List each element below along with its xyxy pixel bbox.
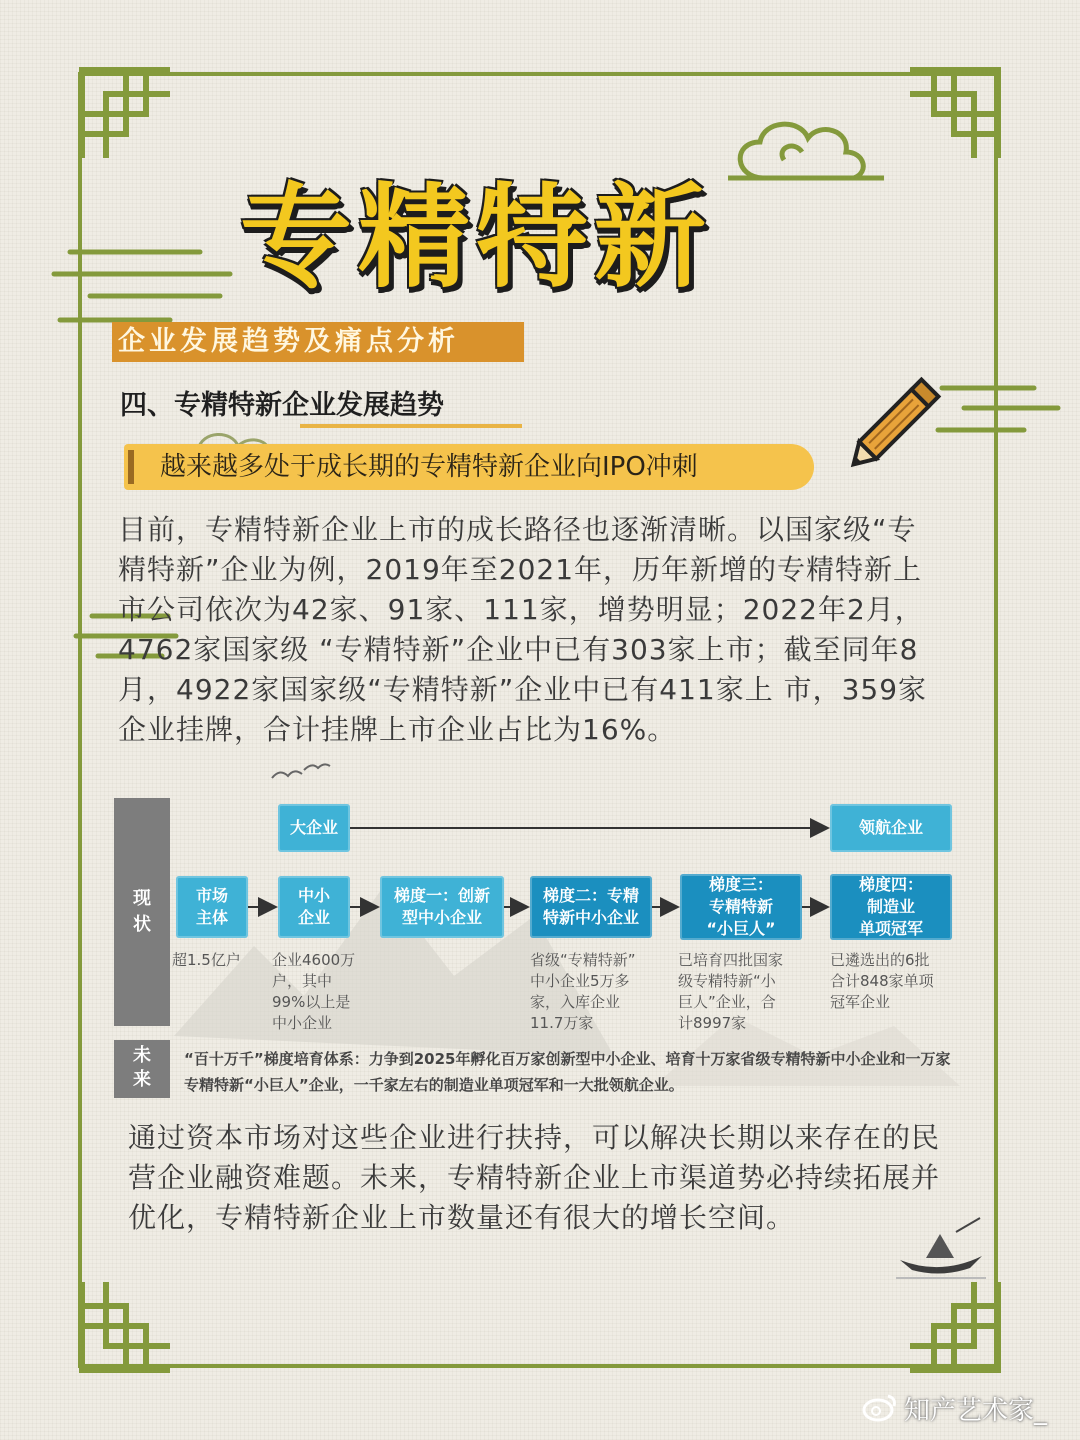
box-tier-3: 梯度三： 专精特新 “小巨人” bbox=[680, 874, 802, 940]
note-sme: 企业4600万 户，其中 99%以上是 中小企业 bbox=[272, 951, 356, 1032]
box-sme: 中小 企业 bbox=[278, 876, 350, 938]
page-title: 专精特新 bbox=[240, 173, 712, 303]
note-market-entities: 超1.5亿户 bbox=[172, 951, 241, 969]
box-large-enterprise: 大企业 bbox=[278, 804, 350, 852]
cloud-stripes-icon bbox=[50, 244, 240, 334]
box-tier-1: 梯度一：创新 型中小企业 bbox=[380, 876, 504, 938]
highlight-text: 越来越多处于成长期的专精特新企业向IPO冲刺 bbox=[160, 452, 698, 482]
corner-ornament-icon bbox=[904, 1276, 1004, 1376]
corner-ornament-icon bbox=[904, 64, 1004, 164]
section-heading: 四、专精特新企业发展趋势 bbox=[120, 390, 444, 421]
note-tier-3: 已培育四批国家 级专精特新“小 巨人”企业，合 计8997家 bbox=[678, 951, 784, 1032]
box-leading-enterprise: 领航企业 bbox=[830, 804, 952, 852]
box-tier-2: 梯度二：专精 特新中小企业 bbox=[530, 876, 652, 938]
subtitle-banner: 企业发展趋势及痛点分析 bbox=[112, 322, 524, 362]
future-plan-text: “百十万千”梯度培育体系：力争到2025年孵化百万家创新型中小企业、培育十万家省级专精特新中小企业和一万家专精特新“小巨人”企业，一千家左右的制造业单项冠军和一大批领航企业。 bbox=[184, 1050, 951, 1094]
note-tier-4: 已遴选出的6批 合计848家单项 冠军企业 bbox=[830, 951, 934, 1011]
weibo-logo-icon bbox=[862, 1392, 898, 1422]
note-tier-2: 省级“专精特新” 中小企业5万多 家，入库企业 11.7万家 bbox=[530, 951, 636, 1032]
box-tier-4: 梯度四： 制造业 单项冠军 bbox=[830, 874, 952, 940]
box-market-entities: 市场 主体 bbox=[176, 876, 248, 938]
watermark-text: 知产艺术家_ bbox=[904, 1396, 1048, 1426]
body-paragraph-2: 通过资本市场对这些企业进行扶持，可以解决长期以来存在的民营企业融资难题。未来，专精特新企业上市渠道势必持续拓展并优化，专精特新企业上市数量还有很大的增长空间。 bbox=[128, 1121, 941, 1234]
row-label-now: 现 状 bbox=[114, 798, 170, 1026]
body-paragraph-1: 目前，专精特新企业上市的成长路径也逐渐清晰。以国家级“专精特新”企业为例，2019年至2021年，历年新增的专精特新上市公司依次为42家、91家、111家，增势明显；2022年2月，4762家国家级 “专精特新”企业中已有303家上市；截至同年8月，4922家国家级“专精特新”企业中已有411家上 市，359家企业挂牌，合计挂牌上市企业占比为16%。 bbox=[118, 513, 928, 746]
heading-underline bbox=[300, 424, 522, 428]
boat-icon bbox=[896, 1212, 986, 1284]
growth-ladder-diagram bbox=[114, 796, 960, 1102]
corner-ornament-icon bbox=[76, 64, 176, 164]
corner-ornament-icon bbox=[76, 1276, 176, 1376]
pencil-icon bbox=[836, 362, 956, 482]
row-label-future: 未 来 bbox=[114, 1040, 170, 1098]
highlight-marker bbox=[128, 450, 134, 484]
birds-icon bbox=[268, 760, 332, 786]
